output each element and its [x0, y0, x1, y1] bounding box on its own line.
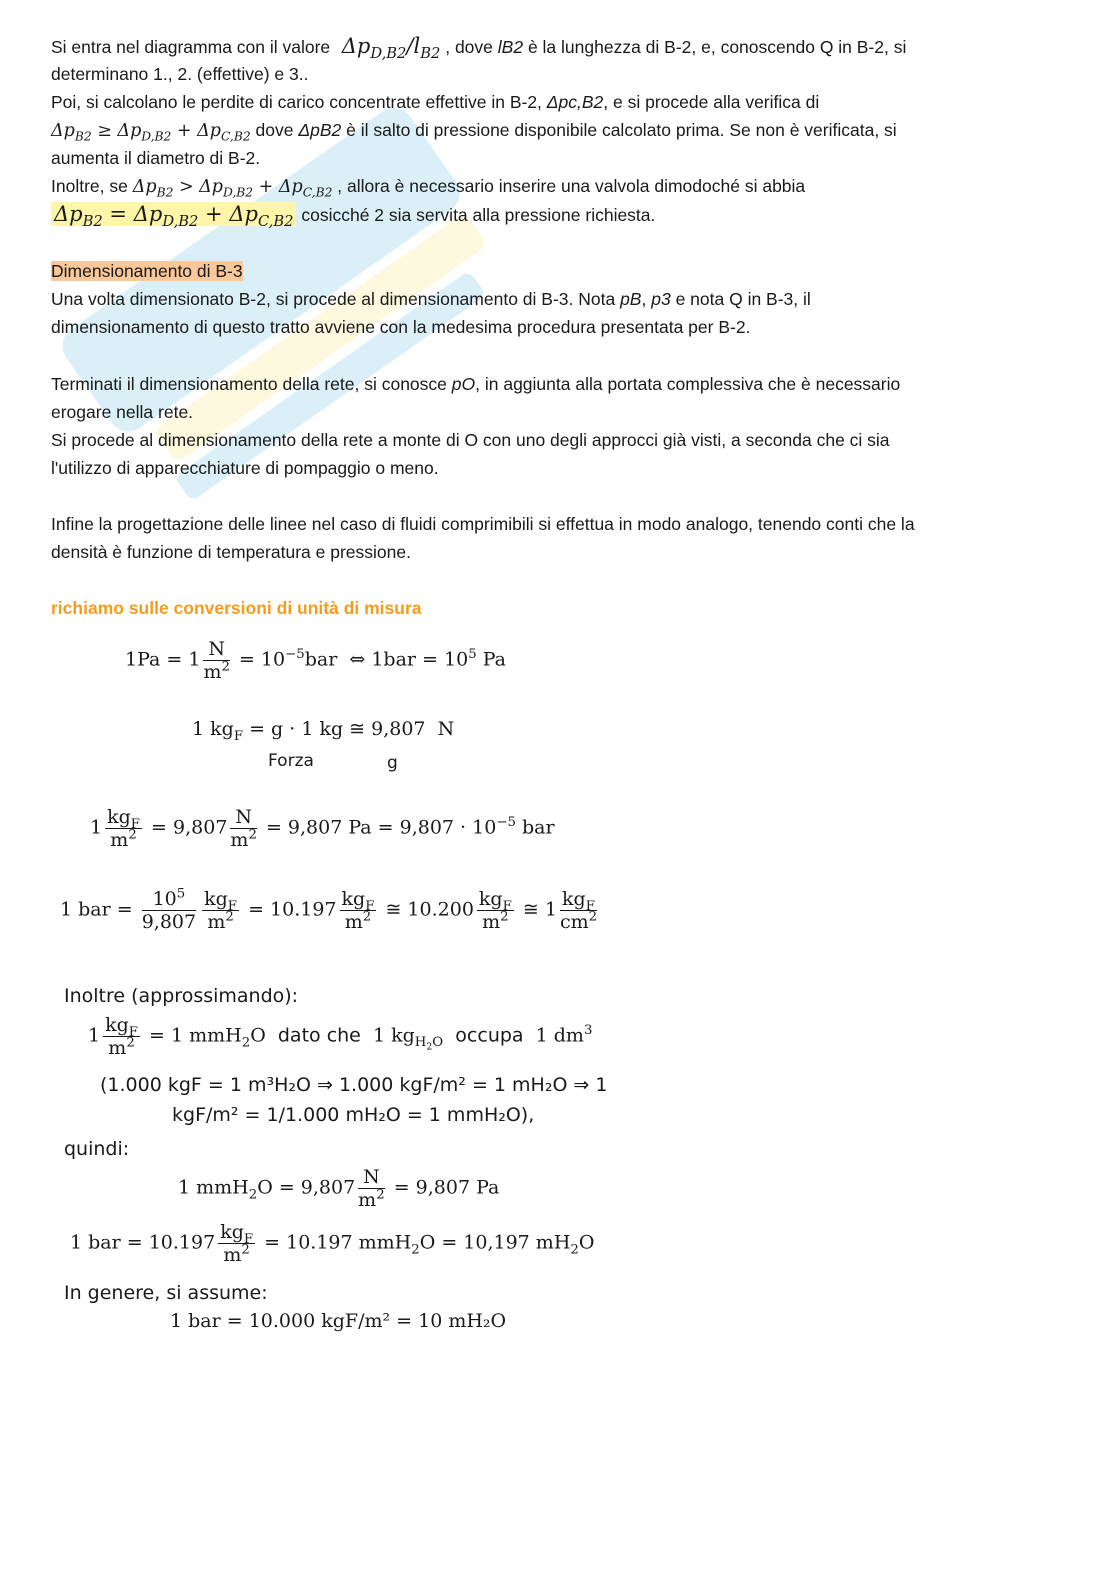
- formula-inequality: $\Delta p_{B2} > \Delta p_{D,B2} + \Delta p_{C,B2}$: [132, 177, 333, 200]
- equation-final: 1 bar = 10.000 kgF/m² = 10 mH₂O: [170, 1310, 507, 1332]
- equation-kgf: 1 $kg_F = g \cdot 1$ kg ≅ 9,807 N: [192, 718, 455, 744]
- label-forza: Forza: [268, 751, 314, 771]
- intro-line-5: aumenta il diametro di B-2.: [51, 148, 261, 168]
- text-inoltre: Inoltre (approssimando):: [64, 985, 299, 1007]
- equation-pascal-bar: 1Pa = 1 $\frac{N}{m^2}$ = $10^{-5}bar$ ⇔ $1bar = 10^5$ Pa: [125, 638, 506, 683]
- b3-line-1: Una volta dimensionato B-2, si procede al dimensionamento di B-3. Nota pB, p3 e nota Q in B-3, il: [51, 289, 811, 309]
- formula-dp-over-l: $\Delta p_{D,B2}/l_{B2}$: [335, 34, 441, 63]
- text-parenthetical-2: kgF/m² = 1/1.000 mH₂O = 1 mmH₂O),: [172, 1104, 535, 1126]
- intro-line-4: $\Delta p_{B2} \ge \Delta p_{D,B2} + \Delta p_{C,B2}$ dove ΔpB2 è il salto di pressione disponibile calcolato prima. Se non è verificata, si: [51, 120, 897, 144]
- intro-line-7: $\Delta p_{B2} = \Delta p_{D,B2} + \Delta p_{C,B2}$ cosicché 2 sia servita alla pressione richiesta.: [51, 203, 655, 226]
- text-quindi: quindi:: [64, 1138, 130, 1160]
- intro-line-6: Inoltre, se $\Delta p_{B2} > \Delta p_{D,B2} + \Delta p_{C,B2}$ , allora è necessario inserire una valvola dimodoché si abbia: [51, 176, 806, 200]
- intro-line-1: Si entra nel diagramma con il valore $\Delta p_{D,B2}/l_{B2}$ , dove lB2 è la lunghezza di B-2, e, conoscendo Q in B-2, si: [51, 34, 907, 63]
- equation-mmh2o-pa: 1 mmH$_2$O = 9,807 $\frac{N}{m^2}$ = 9,807 Pa: [178, 1166, 500, 1211]
- formula-verification: $\Delta p_{B2} \ge \Delta p_{D,B2} + \Delta p_{C,B2}$: [51, 121, 251, 144]
- closing-line-4: l'utilizzo di apparecchiature di pompaggio o meno.: [51, 458, 439, 478]
- text-in-genere: In genere, si assume:: [64, 1282, 268, 1304]
- equation-bar-kgf: 1 bar = $\frac{10^5}{9,807}$ $\frac{kg_F}{m^2}$ = 10.197 $\frac{kg_F}{m^2}$ ≅ 10.200 $\frac{kg_F}{m^2}$ ≅ 1 $\frac{kg_F}{cm^2}$: [60, 886, 598, 933]
- label-g: g: [387, 753, 398, 773]
- intro-line-2: determinano 1., 2. (effettive) e 3..: [51, 64, 309, 84]
- units-heading: richiamo sulle conversioni di unità di misura: [51, 598, 422, 618]
- text-parenthetical-1: (1.000 kgF = 1 m³H₂O ⇒ 1.000 kgF/m² = 1 mH₂O ⇒ 1: [100, 1074, 608, 1096]
- closing-line-2: erogare nella rete.: [51, 402, 194, 422]
- formula-equality-highlighted: $\Delta p_{B2} = \Delta p_{D,B2} + \Delta p_{C,B2}$: [51, 202, 296, 226]
- closing-line-6: densità è funzione di temperatura e pressione.: [51, 542, 411, 562]
- closing-line-5: Infine la progettazione delle linee nel caso di fluidi comprimibili si effettua in modo analogo, tenendo conti che la: [51, 514, 915, 534]
- b3-line-2: dimensionamento di questo tratto avviene con la medesima procedura presentata per B-2.: [51, 317, 751, 337]
- intro-line-3: Poi, si calcolano le perdite di carico concentrate effettive in B-2, Δpc,B2, e si procede alla verifica di: [51, 92, 820, 112]
- closing-line-3: Si procede al dimensionamento della rete a monte di O con uno degli approcci già visti, a seconda che ci sia: [51, 430, 890, 450]
- closing-line-1: Terminati il dimensionamento della rete, si conosce pO, in aggiunta alla portata complessiva che è necessario: [51, 374, 901, 394]
- equation-bar-mh2o: 1 bar = 10.197 $\frac{kg_F}{m^2}$ = 10.197 mmH$_2$O = 10,197 $mH_2O$: [70, 1221, 595, 1266]
- section-heading-b3: Dimensionamento di B-3: [51, 261, 243, 281]
- equation-kgf-per-m2: 1 $\frac{kg_F}{m^2}$ = 9,807 $\frac{N}{m^2}$ = 9,807 $Pa = 9,807 \cdot 10^{-5}$ bar: [90, 806, 555, 851]
- equation-mmh2o: 1 $\frac{kg_F}{m^2}$ = 1 mmH$_2$O dato che 1 $kg_{H_2O}$ occupa 1 $dm^3$: [88, 1014, 593, 1059]
